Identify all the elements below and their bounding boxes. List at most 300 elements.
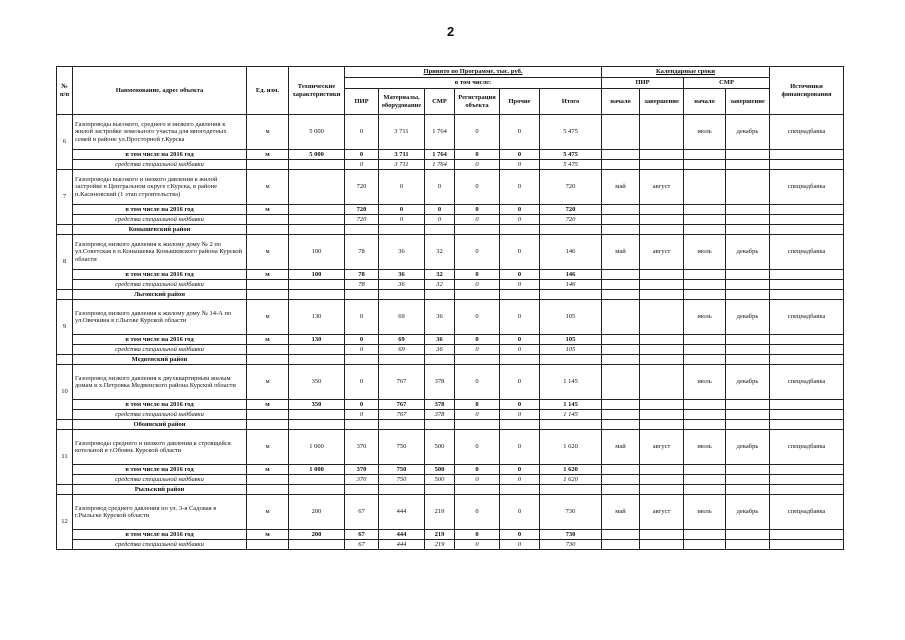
empty-cell bbox=[640, 335, 684, 345]
other-value: 0 bbox=[500, 430, 540, 465]
empty-cell bbox=[640, 290, 684, 300]
subtotal-2016-row bbox=[57, 205, 844, 215]
subtotal-2016-row bbox=[57, 150, 844, 160]
materials-value: 750 bbox=[379, 430, 425, 465]
pir-start bbox=[602, 300, 640, 335]
financing-source: спецнадбавка bbox=[770, 170, 844, 205]
pir-end: август bbox=[640, 170, 684, 205]
pir-value: 370 bbox=[345, 475, 379, 485]
registration-value: 0 bbox=[455, 280, 500, 290]
district-row bbox=[57, 355, 844, 365]
registration-value: 0 bbox=[455, 410, 500, 420]
total-value: 105 bbox=[540, 335, 602, 345]
smr-value: 32 bbox=[425, 235, 455, 270]
materials-value: 69 bbox=[379, 345, 425, 355]
smr-value: 32 bbox=[425, 280, 455, 290]
empty-cell bbox=[640, 215, 684, 225]
subtotal-label: в том числе на 2016 год bbox=[73, 150, 247, 160]
empty-cell bbox=[57, 355, 73, 365]
header-cal-pir: ПИР bbox=[602, 78, 684, 89]
empty-cell bbox=[289, 410, 345, 420]
empty-cell bbox=[425, 485, 455, 495]
object-row bbox=[57, 430, 844, 465]
smr-value: 500 bbox=[425, 475, 455, 485]
subtotal-2016-row bbox=[57, 400, 844, 410]
other-value: 0 bbox=[500, 530, 540, 540]
empty-cell bbox=[726, 270, 770, 280]
empty-cell bbox=[602, 335, 640, 345]
unit: м bbox=[247, 150, 289, 160]
other-value: 0 bbox=[500, 205, 540, 215]
materials-value: 3 711 bbox=[379, 150, 425, 160]
empty-cell bbox=[684, 530, 726, 540]
pir-value: 0 bbox=[345, 300, 379, 335]
tech-characteristics: 1 000 bbox=[289, 465, 345, 475]
empty-cell bbox=[602, 400, 640, 410]
empty-cell bbox=[540, 290, 602, 300]
tech-characteristics bbox=[289, 205, 345, 215]
empty-cell bbox=[770, 420, 844, 430]
other-value: 0 bbox=[500, 300, 540, 335]
registration-value: 0 bbox=[455, 215, 500, 225]
smr-end bbox=[726, 170, 770, 205]
district-row bbox=[57, 225, 844, 235]
empty-cell bbox=[540, 355, 602, 365]
empty-cell bbox=[640, 465, 684, 475]
pir-end bbox=[640, 115, 684, 150]
tech-characteristics: 5 000 bbox=[289, 115, 345, 150]
registration-value: 0 bbox=[455, 345, 500, 355]
empty-cell bbox=[726, 465, 770, 475]
empty-cell bbox=[500, 355, 540, 365]
empty-cell bbox=[247, 410, 289, 420]
unit: м bbox=[247, 465, 289, 475]
smr-value: 1 764 bbox=[425, 150, 455, 160]
empty-cell bbox=[289, 475, 345, 485]
empty-cell bbox=[500, 420, 540, 430]
total-value: 146 bbox=[540, 270, 602, 280]
object-name: Газопроводы высокого, среднего и низкого давления к жилой застройке земельного участка для многодетных семей в районе ул.Просторной г.Курска bbox=[73, 115, 247, 150]
smr-value: 378 bbox=[425, 365, 455, 400]
other-value: 0 bbox=[500, 280, 540, 290]
empty-cell bbox=[640, 485, 684, 495]
header-pir-end: завершение bbox=[640, 89, 684, 115]
registration-value: 0 bbox=[455, 530, 500, 540]
special-surcharge-row bbox=[57, 540, 844, 550]
district-row bbox=[57, 420, 844, 430]
empty-cell bbox=[770, 270, 844, 280]
empty-cell bbox=[726, 410, 770, 420]
total-value: 730 bbox=[540, 540, 602, 550]
header-row-1 bbox=[57, 67, 844, 78]
empty-cell bbox=[640, 280, 684, 290]
pir-value: 67 bbox=[345, 530, 379, 540]
empty-cell bbox=[640, 410, 684, 420]
smr-value: 219 bbox=[425, 540, 455, 550]
materials-value: 3 711 bbox=[379, 115, 425, 150]
empty-cell bbox=[684, 290, 726, 300]
materials-value: 36 bbox=[379, 235, 425, 270]
empty-cell bbox=[247, 225, 289, 235]
header-calendar: Календарные сроки bbox=[602, 67, 770, 78]
empty-cell bbox=[726, 160, 770, 170]
empty-cell bbox=[57, 485, 73, 495]
smr-value: 1 764 bbox=[425, 160, 455, 170]
pir-value: 0 bbox=[345, 160, 379, 170]
financing-source: спецнадбавка bbox=[770, 300, 844, 335]
other-value: 0 bbox=[500, 475, 540, 485]
unit: м bbox=[247, 115, 289, 150]
object-name: Газопровод низкого давления к двухквартирным жилым домам в х.Петровка Медвенского района Курской области bbox=[73, 365, 247, 400]
empty-cell bbox=[684, 225, 726, 235]
special-label: средства специальной надбавки bbox=[73, 345, 247, 355]
registration-value: 0 bbox=[455, 540, 500, 550]
total-value: 1 145 bbox=[540, 400, 602, 410]
empty-cell bbox=[602, 485, 640, 495]
empty-cell bbox=[684, 355, 726, 365]
pir-value: 0 bbox=[345, 150, 379, 160]
header-registration: Регистрация объекта bbox=[455, 89, 500, 115]
district-name: Обоянский район bbox=[73, 420, 247, 430]
object-number: 9 bbox=[57, 300, 73, 355]
empty-cell bbox=[640, 530, 684, 540]
smr-start: июль bbox=[684, 495, 726, 530]
total-value: 720 bbox=[540, 170, 602, 205]
total-value: 1 620 bbox=[540, 475, 602, 485]
empty-cell bbox=[455, 355, 500, 365]
empty-cell bbox=[640, 540, 684, 550]
tech-characteristics: 1 000 bbox=[289, 430, 345, 465]
empty-cell bbox=[455, 225, 500, 235]
pir-value: 720 bbox=[345, 205, 379, 215]
district-name: Медвенский район bbox=[73, 355, 247, 365]
smr-end: декабрь bbox=[726, 300, 770, 335]
materials-value: 750 bbox=[379, 465, 425, 475]
empty-cell bbox=[247, 420, 289, 430]
total-value: 1 620 bbox=[540, 465, 602, 475]
smr-value: 500 bbox=[425, 465, 455, 475]
empty-cell bbox=[540, 485, 602, 495]
empty-cell bbox=[684, 280, 726, 290]
smr-value: 32 bbox=[425, 270, 455, 280]
empty-cell bbox=[247, 345, 289, 355]
smr-value: 219 bbox=[425, 495, 455, 530]
empty-cell bbox=[602, 290, 640, 300]
materials-value: 36 bbox=[379, 270, 425, 280]
unit: м bbox=[247, 170, 289, 205]
empty-cell bbox=[684, 345, 726, 355]
total-value: 730 bbox=[540, 530, 602, 540]
smr-value: 36 bbox=[425, 300, 455, 335]
empty-cell bbox=[726, 205, 770, 215]
empty-cell bbox=[770, 530, 844, 540]
registration-value: 0 bbox=[455, 270, 500, 280]
total-value: 105 bbox=[540, 300, 602, 335]
special-surcharge-row bbox=[57, 345, 844, 355]
pir-start bbox=[602, 115, 640, 150]
empty-cell bbox=[379, 485, 425, 495]
object-number: 12 bbox=[57, 495, 73, 550]
smr-value: 36 bbox=[425, 345, 455, 355]
total-value: 105 bbox=[540, 345, 602, 355]
tech-characteristics: 350 bbox=[289, 365, 345, 400]
tech-characteristics: 130 bbox=[289, 300, 345, 335]
table-body bbox=[57, 115, 844, 550]
tech-characteristics: 5 000 bbox=[289, 150, 345, 160]
object-row bbox=[57, 235, 844, 270]
unit: м bbox=[247, 300, 289, 335]
empty-cell bbox=[57, 290, 73, 300]
empty-cell bbox=[726, 355, 770, 365]
empty-cell bbox=[684, 215, 726, 225]
empty-cell bbox=[345, 225, 379, 235]
total-value: 1 145 bbox=[540, 365, 602, 400]
object-name: Газопровод низкого давления к жилому дому № 2 по ул.Советская в п.Конышевка Конышевского района Курской области bbox=[73, 235, 247, 270]
empty-cell bbox=[684, 205, 726, 215]
other-value: 0 bbox=[500, 215, 540, 225]
empty-cell bbox=[379, 355, 425, 365]
pir-value: 0 bbox=[345, 410, 379, 420]
empty-cell bbox=[602, 540, 640, 550]
other-value: 0 bbox=[500, 270, 540, 280]
object-row bbox=[57, 495, 844, 530]
special-label: средства специальной надбавки bbox=[73, 475, 247, 485]
total-value: 1 620 bbox=[540, 430, 602, 465]
empty-cell bbox=[602, 530, 640, 540]
empty-cell bbox=[726, 335, 770, 345]
total-value: 720 bbox=[540, 205, 602, 215]
empty-cell bbox=[640, 420, 684, 430]
empty-cell bbox=[684, 270, 726, 280]
empty-cell bbox=[684, 410, 726, 420]
unit: м bbox=[247, 205, 289, 215]
pir-value: 0 bbox=[345, 365, 379, 400]
special-surcharge-row bbox=[57, 160, 844, 170]
subtotal-label: в том числе на 2016 год bbox=[73, 465, 247, 475]
empty-cell bbox=[770, 215, 844, 225]
empty-cell bbox=[425, 290, 455, 300]
empty-cell bbox=[602, 160, 640, 170]
total-value: 720 bbox=[540, 215, 602, 225]
empty-cell bbox=[289, 485, 345, 495]
pir-end bbox=[640, 300, 684, 335]
smr-value: 36 bbox=[425, 335, 455, 345]
materials-value: 750 bbox=[379, 475, 425, 485]
empty-cell bbox=[770, 400, 844, 410]
header-unit: Ед. изм. bbox=[247, 67, 289, 115]
pir-value: 78 bbox=[345, 235, 379, 270]
total-value: 730 bbox=[540, 495, 602, 530]
registration-value: 0 bbox=[455, 400, 500, 410]
header-tech: Технические характеристики bbox=[289, 67, 345, 115]
object-name: Газопровод среднего давления по ул. 3-я Садовая в г.Рыльске Курской области bbox=[73, 495, 247, 530]
special-label: средства специальной надбавки bbox=[73, 280, 247, 290]
empty-cell bbox=[684, 475, 726, 485]
smr-start bbox=[684, 170, 726, 205]
empty-cell bbox=[726, 400, 770, 410]
special-surcharge-row bbox=[57, 280, 844, 290]
pir-value: 0 bbox=[345, 400, 379, 410]
smr-value: 1 764 bbox=[425, 115, 455, 150]
materials-value: 69 bbox=[379, 335, 425, 345]
smr-start: июль bbox=[684, 300, 726, 335]
tech-characteristics: 350 bbox=[289, 400, 345, 410]
empty-cell bbox=[602, 225, 640, 235]
pir-end: август bbox=[640, 430, 684, 465]
pir-value: 67 bbox=[345, 495, 379, 530]
empty-cell bbox=[247, 485, 289, 495]
empty-cell bbox=[247, 355, 289, 365]
subtotal-2016-row bbox=[57, 270, 844, 280]
object-number: 6 bbox=[57, 115, 73, 170]
empty-cell bbox=[726, 420, 770, 430]
other-value: 0 bbox=[500, 410, 540, 420]
other-value: 0 bbox=[500, 115, 540, 150]
unit: м bbox=[247, 365, 289, 400]
empty-cell bbox=[770, 345, 844, 355]
smr-end: декабрь bbox=[726, 365, 770, 400]
empty-cell bbox=[602, 410, 640, 420]
smr-end: декабрь bbox=[726, 115, 770, 150]
other-value: 0 bbox=[500, 400, 540, 410]
empty-cell bbox=[247, 280, 289, 290]
empty-cell bbox=[640, 355, 684, 365]
other-value: 0 bbox=[500, 150, 540, 160]
empty-cell bbox=[602, 215, 640, 225]
header-name: Наименование, адрес объекта bbox=[73, 67, 247, 115]
object-row bbox=[57, 170, 844, 205]
empty-cell bbox=[289, 215, 345, 225]
special-label: средства специальной надбавки bbox=[73, 540, 247, 550]
district-row bbox=[57, 485, 844, 495]
empty-cell bbox=[770, 465, 844, 475]
materials-value: 0 bbox=[379, 170, 425, 205]
empty-cell bbox=[247, 475, 289, 485]
registration-value: 0 bbox=[455, 475, 500, 485]
empty-cell bbox=[726, 215, 770, 225]
empty-cell bbox=[345, 290, 379, 300]
empty-cell bbox=[640, 150, 684, 160]
other-value: 0 bbox=[500, 170, 540, 205]
pir-value: 0 bbox=[345, 335, 379, 345]
empty-cell bbox=[770, 475, 844, 485]
empty-cell bbox=[379, 290, 425, 300]
header-pir-start: начало bbox=[602, 89, 640, 115]
registration-value: 0 bbox=[455, 300, 500, 335]
special-surcharge-row bbox=[57, 475, 844, 485]
other-value: 0 bbox=[500, 365, 540, 400]
pir-end: август bbox=[640, 235, 684, 270]
total-value: 5 475 bbox=[540, 160, 602, 170]
empty-cell bbox=[684, 150, 726, 160]
empty-cell bbox=[247, 540, 289, 550]
program-table bbox=[56, 66, 844, 550]
object-row bbox=[57, 300, 844, 335]
registration-value: 0 bbox=[455, 495, 500, 530]
empty-cell bbox=[770, 280, 844, 290]
empty-cell bbox=[726, 530, 770, 540]
pir-value: 78 bbox=[345, 280, 379, 290]
empty-cell bbox=[726, 225, 770, 235]
header-incl: в том числе: bbox=[345, 78, 602, 89]
pir-value: 78 bbox=[345, 270, 379, 280]
empty-cell bbox=[602, 270, 640, 280]
smr-value: 378 bbox=[425, 410, 455, 420]
empty-cell bbox=[289, 280, 345, 290]
pir-start: май bbox=[602, 170, 640, 205]
empty-cell bbox=[640, 160, 684, 170]
object-row bbox=[57, 115, 844, 150]
subtotal-label: в том числе на 2016 год bbox=[73, 205, 247, 215]
pir-end bbox=[640, 365, 684, 400]
registration-value: 0 bbox=[455, 150, 500, 160]
other-value: 0 bbox=[500, 335, 540, 345]
subtotal-label: в том числе на 2016 год bbox=[73, 335, 247, 345]
pir-value: 720 bbox=[345, 215, 379, 225]
empty-cell bbox=[640, 205, 684, 215]
registration-value: 0 bbox=[455, 170, 500, 205]
subtotal-2016-row bbox=[57, 335, 844, 345]
financing-source: спецнадбавка bbox=[770, 365, 844, 400]
unit: м bbox=[247, 335, 289, 345]
registration-value: 0 bbox=[455, 335, 500, 345]
pir-start bbox=[602, 365, 640, 400]
empty-cell bbox=[684, 485, 726, 495]
registration-value: 0 bbox=[455, 115, 500, 150]
empty-cell bbox=[684, 335, 726, 345]
header-source: Источники финансирования bbox=[770, 67, 844, 115]
page-number: 2 bbox=[447, 24, 455, 39]
smr-start: июль bbox=[684, 365, 726, 400]
smr-start: июль bbox=[684, 430, 726, 465]
other-value: 0 bbox=[500, 495, 540, 530]
empty-cell bbox=[726, 280, 770, 290]
empty-cell bbox=[455, 290, 500, 300]
empty-cell bbox=[289, 345, 345, 355]
total-value: 1 145 bbox=[540, 410, 602, 420]
total-value: 146 bbox=[540, 235, 602, 270]
empty-cell bbox=[289, 290, 345, 300]
other-value: 0 bbox=[500, 465, 540, 475]
empty-cell bbox=[726, 290, 770, 300]
empty-cell bbox=[425, 420, 455, 430]
materials-value: 444 bbox=[379, 530, 425, 540]
subtotal-2016-row bbox=[57, 530, 844, 540]
empty-cell bbox=[770, 290, 844, 300]
empty-cell bbox=[57, 225, 73, 235]
empty-cell bbox=[640, 400, 684, 410]
pir-start: май bbox=[602, 430, 640, 465]
smr-end: декабрь bbox=[726, 430, 770, 465]
object-name: Газопровод низкого давления к жилому дому № 14-А по ул.Овечкина в г.Льгове Курской области bbox=[73, 300, 247, 335]
total-value: 5 475 bbox=[540, 115, 602, 150]
unit: м bbox=[247, 270, 289, 280]
header-smr: СМР bbox=[425, 89, 455, 115]
tech-characteristics: 200 bbox=[289, 495, 345, 530]
header-smr-end: завершение bbox=[726, 89, 770, 115]
financing-source: спецнадбавка bbox=[770, 495, 844, 530]
smr-start: июль bbox=[684, 115, 726, 150]
empty-cell bbox=[345, 355, 379, 365]
smr-start: июль bbox=[684, 235, 726, 270]
object-number: 8 bbox=[57, 235, 73, 290]
tech-characteristics bbox=[289, 170, 345, 205]
empty-cell bbox=[640, 345, 684, 355]
empty-cell bbox=[289, 420, 345, 430]
empty-cell bbox=[602, 465, 640, 475]
pir-value: 0 bbox=[345, 115, 379, 150]
registration-value: 0 bbox=[455, 365, 500, 400]
